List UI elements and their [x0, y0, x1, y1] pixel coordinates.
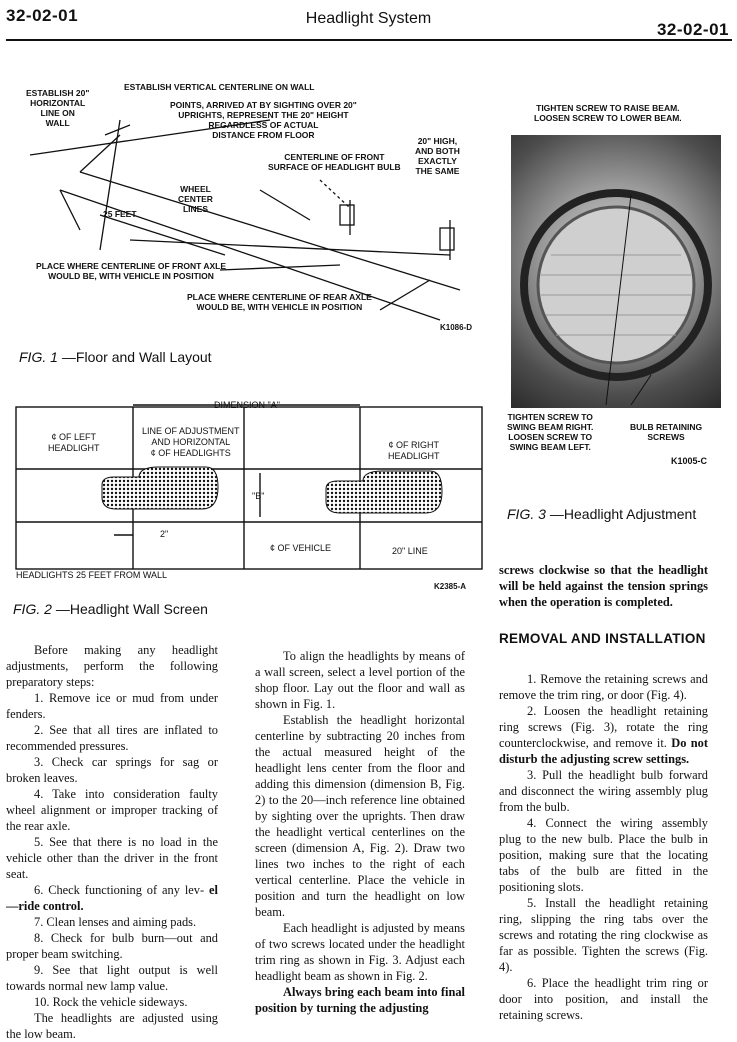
fig3-caption: FIG. 3 —Headlight Adjustment — [507, 506, 697, 522]
align-paragraph: Establish the headlight horizontal centerline by subtracting 20 inches from the actual measured height of the headlight lens center from the floor and adding this dimension (dimension B, Fig. 2) to the 20—inch reference line obtained by sighting over the uprights. Then draw the headlight vertical centerlines on the screen (dimension A, Fig. 2). Draw two lines two inches to the right of each vertical centerline. Place the vehicle in position and turn the headlight on low beam. — [255, 713, 465, 919]
label-2-inch: 2" — [160, 529, 169, 539]
install-step: 2. Loosen the headlight retaining ring screws (Fig. 3), rotate the ring counterclockwise, and remove it. Do not disturb the adjusting screw settings. — [499, 704, 708, 766]
fig1-code: K1086-D — [440, 323, 473, 332]
prep-step: 10. Rock the vehicle sideways. — [34, 995, 188, 1009]
label-20-line: 20" LINE — [392, 546, 428, 556]
column-3-top — [499, 562, 708, 610]
section-number-left: 32-02-01 — [6, 6, 79, 25]
label-line-of-adjustment: LINE OF ADJUSTMENT AND HORIZONTAL ¢ OF HEADLIGHTS — [142, 426, 240, 458]
header-rule — [6, 39, 732, 41]
label-vertical-centerline: ESTABLISH VERTICAL CENTERLINE ON WALL — [124, 82, 315, 92]
column-1 — [6, 642, 218, 1042]
continued-paragraph: screws clockwise so that the headlight will be held against the tension springs when the operation is completed. — [499, 563, 708, 609]
label-centerline-front: CENTERLINE OF FRONT SURFACE OF HEADLIGHT BULB — [268, 152, 401, 172]
label-front-axle: PLACE WHERE CENTERLINE OF FRONT AXLE WOULD BE, WITH VEHICLE IN POSITION — [36, 261, 226, 281]
fig2-caption: FIG. 2 —Headlight Wall Screen — [13, 601, 208, 617]
label-right-headlight: ¢ OF RIGHT HEADLIGHT — [388, 440, 440, 461]
prep-step: 7. Clean lenses and aiming pads. — [34, 915, 197, 929]
section-heading: REMOVAL AND INSTALLATION — [499, 631, 706, 646]
install-step: 5. Install the headlight retaining ring, slipping the ring tabs over the screws and rotating the ring clockwise as far as possible. Tighten the screws (Fig. 4). — [499, 896, 708, 974]
label-25-feet: 25 FEET — [103, 209, 137, 219]
column-3 — [499, 671, 708, 1023]
label-points: POINTS, ARRIVED AT BY SIGHTING OVER 20" UPRIGHTS, REPRESENT THE 20" HEIGHT REGARDLESS OF ACTUAL DISTANCE FROM FLOOR — [170, 100, 357, 140]
prep-step: 5. See that there is no load in the vehicle other than the driver in the front seat. — [6, 835, 218, 881]
column-2 — [255, 648, 465, 1016]
fig2-footer-label: HEADLIGHTS 25 FEET FROM WALL — [16, 570, 168, 580]
align-paragraph: Each headlight is adjusted by means of two screws located under the headlight trim ring as shown in Fig. 3. Adjust each headlight beam as shown in Fig. 2. — [255, 921, 465, 983]
fig2-code: K2385-A — [434, 582, 467, 591]
label-bulb-retaining: BULB RETAINING SCREWS — [630, 422, 703, 442]
headlight-photo-overlay — [511, 135, 721, 408]
install-step: 4. Connect the wiring assembly plug to the new bulb. Place the bulb in position, making sure that the locating tabs of the bulb are fitted in the positioning slots. — [499, 816, 708, 894]
install-step: 3. Pull the headlight bulb forward and disconnect the wiring assembly plug from the bulb. — [499, 768, 708, 814]
prep-step: 8. Check for bulb burn—out and proper beam switching. — [6, 931, 218, 961]
prep-step: 4. Take into consideration faulty wheel alignment or improper tracking of the rear axle. — [6, 787, 218, 833]
align-paragraph: To align the headlights by means of a wall screen, select a level portion of the shop floor. Lay out the floor and wall as shown in Fig. 1. — [255, 649, 465, 711]
fig3-code: K1005-C — [671, 456, 708, 466]
prep-step: 1. Remove ice or mud from under fenders. — [6, 691, 218, 721]
prep-step: 3. Check car springs for sag or broken leaves. — [6, 755, 218, 785]
prep-outro: The headlights are adjusted using the low beam. — [6, 1011, 218, 1041]
page-header — [0, 0, 737, 40]
label-establish-20: ESTABLISH 20" HORIZONTAL LINE ON WALL — [26, 88, 90, 128]
prep-step: 2. See that all tires are inflated to recommended pressures. — [6, 723, 218, 753]
install-step: 6. Place the headlight trim ring or door into position, and install the retaining screws. — [499, 976, 708, 1022]
prep-intro: Before making any headlight adjustments, perform the following preparatory steps: — [6, 643, 218, 689]
install-step: 1. Remove the retaining screws and remove the trim ring, or door (Fig. 4). — [499, 672, 708, 702]
label-center-of-vehicle: ¢ OF VEHICLE — [270, 543, 332, 553]
prep-step: 9. See that light output is well towards normal new lamp value. — [6, 963, 218, 993]
label-20-high: 20" HIGH, AND BOTH EXACTLY THE SAME — [415, 136, 460, 176]
align-paragraph-bold: Always bring each beam into final position by turning the adjusting — [255, 985, 465, 1015]
label-dimension-a: DIMENSION "A" — [214, 400, 280, 410]
label-dimension-b: "B" — [252, 491, 265, 501]
label-tighten-swing: TIGHTEN SCREW TO SWING BEAM RIGHT. LOOSEN SCREW TO SWING BEAM LEFT. — [507, 412, 594, 452]
prep-step: 6. Check functioning of any lev- el—ride control. — [6, 883, 218, 913]
section-number-right: 32-02-01 — [656, 20, 729, 39]
fig1-caption: FIG. 1 —Floor and Wall Layout — [19, 349, 212, 365]
label-tighten-raise: TIGHTEN SCREW TO RAISE BEAM. LOOSEN SCREW TO LOWER BEAM. — [534, 103, 682, 123]
label-left-headlight: ¢ OF LEFT HEADLIGHT — [48, 432, 100, 453]
page-title: Headlight System — [305, 10, 432, 27]
label-wheel-center: WHEEL CENTER LINES — [178, 184, 213, 214]
label-rear-axle: PLACE WHERE CENTERLINE OF REAR AXLE WOULD BE, WITH VEHICLE IN POSITION — [187, 292, 372, 312]
